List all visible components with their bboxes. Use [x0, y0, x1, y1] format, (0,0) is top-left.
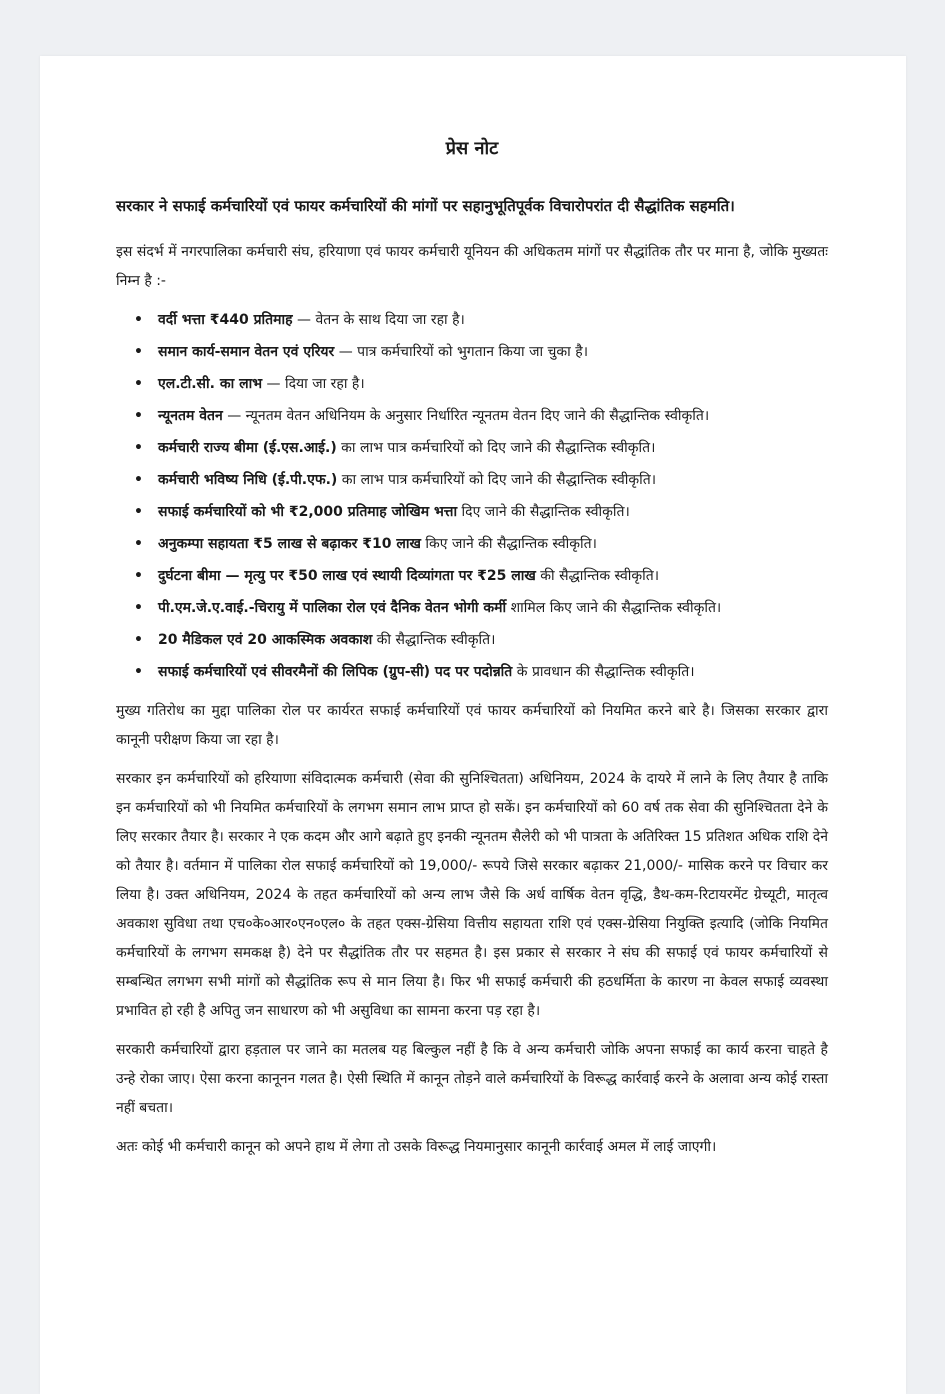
list-item — [134, 594, 828, 623]
point-bold: दुर्घटना बीमा — मृत्यु पर ₹50 लाख एवं स्थायी दिव्यांगता पर ₹25 लाख — [158, 568, 536, 584]
bullet-icon: • — [134, 312, 143, 328]
point-text: का लाभ पात्र कर्मचारियों को दिए जाने की सैद्धान्तिक स्वीकृति। — [337, 472, 657, 488]
point-text: — न्यूनतम वेतन अधिनियम के अनुसार निर्धारित न्यूनतम वेतन दिए जाने की सैद्धान्तिक स्वीकृति। — [222, 408, 710, 424]
point-text: दिए जाने की सैद्धान्तिक स्वीकृति। — [457, 504, 630, 520]
point-bold: एल.टी.सी. का लाभ — [158, 376, 263, 392]
list-item — [134, 626, 828, 655]
bullet-icon: • — [134, 408, 143, 424]
list-item — [134, 530, 828, 559]
point-bold: न्यूनतम वेतन — [158, 408, 223, 424]
point-bold: सफाई कर्मचारियों को भी ₹2,000 प्रतिमाह जोखिम भत्ता — [158, 504, 458, 520]
list-item — [134, 498, 828, 527]
list-item — [134, 370, 828, 399]
page-title: प्रेस नोट — [445, 138, 499, 159]
point-text: — दिया जा रहा है। — [262, 376, 365, 392]
intro-paragraph: इस संदर्भ में नगरपालिका कर्मचारी संघ, हरियाणा एवं फायर कर्मचारी यूनियन की अधिकतम मांगों पर सैद्धांतिक तौर पर माना है, जोकि मुख्यतः निम्न है :- — [116, 244, 829, 289]
bullet-icon: • — [134, 632, 143, 648]
point-text: — पात्र कर्मचारियों को भुगतान किया जा चुका है। — [334, 344, 589, 360]
body-paragraph: अतः कोई भी कर्मचारी कानून को अपने हाथ में लेगा तो उसके विरूद्ध नियमानुसार कानूनी कार्रवाई अमल में लाई जाएगी। — [116, 1139, 717, 1155]
list-item — [134, 658, 828, 687]
document-content — [116, 134, 828, 1172]
point-bold: कर्मचारी राज्य बीमा (ई.एस.आई.) — [158, 440, 337, 456]
list-item — [134, 466, 828, 495]
bullet-icon: • — [134, 440, 143, 456]
point-text: के प्रावधान की सैद्धान्तिक स्वीकृति। — [512, 664, 695, 680]
point-bold: समान कार्य-समान वेतन एवं एरियर — [158, 344, 335, 360]
document-page — [40, 56, 906, 1394]
list-item — [134, 306, 828, 335]
point-bold: सफाई कर्मचारियों एवं सीवरमैनों की लिपिक (ग्रुप-सी) पद पर पदोन्नति — [158, 664, 513, 680]
point-bold: कर्मचारी भविष्य निधि (ई.पी.एफ.) — [158, 472, 338, 488]
point-text: किए जाने की सैद्धान्तिक स्वीकृति। — [420, 536, 597, 552]
bullet-icon: • — [134, 344, 143, 360]
list-item — [134, 562, 828, 591]
bullet-icon: • — [134, 536, 143, 552]
body-paragraph: सरकारी कर्मचारियों द्वारा हड़ताल पर जाने का मतलब यह बिल्कुल नहीं है कि वे अन्य कर्मचारी जोकि अपना सफाई का कार्य करना चाहते है उन्हे रोका जाए। ऐसा करना कानूनन गलत है। ऐसी स्थिति में कानून तोड़ने वाले कर्मचारियों के विरूद्ध कार्रवाई करने के अलावा अन्य कोई रास्ता नहीं बचता। — [116, 1042, 828, 1116]
point-bold: वर्दी भत्ता ₹440 प्रतिमाह — [158, 312, 293, 328]
bullet-icon: • — [134, 376, 143, 392]
point-text: शामिल किए जाने की सैद्धान्तिक स्वीकृति। — [506, 600, 722, 616]
point-text: की सैद्धान्तिक स्वीकृति। — [372, 632, 496, 648]
point-text: का लाभ पात्र कर्मचारियों को दिए जाने की सैद्धान्तिक स्वीकृति। — [336, 440, 656, 456]
point-bold: अनुकम्पा सहायता ₹5 लाख से बढ़ाकर ₹10 लाख — [158, 536, 421, 552]
bullet-icon: • — [134, 504, 143, 520]
points-list — [116, 306, 828, 687]
bullet-icon: • — [134, 568, 143, 584]
body-paragraph: मुख्य गतिरोध का मुद्दा पालिका रोल पर कार्यरत सफाई कर्मचारियों एवं फायर कर्मचारियों को नियमित करने बारे है। जिसका सरकार द्वारा कानूनी परीक्षण किया जा रहा है। — [116, 703, 828, 748]
headline: सरकार ने सफाई कर्मचारियों एवं फायर कर्मचारियों की मांगों पर सहानुभूतिपूर्वक विचारोपरांत दी सैद्धांतिक सहमति। — [116, 197, 735, 215]
bullet-icon: • — [134, 472, 143, 488]
point-bold: 20 मैडिकल एवं 20 आकस्मिक अवकाश — [158, 632, 373, 648]
point-text: — वेतन के साथ दिया जा रहा है। — [292, 312, 465, 328]
list-item — [134, 402, 828, 431]
point-bold: पी.एम.जे.ए.वाई.-चिरायु में पालिका रोल एवं दैनिक वेतन भोगी कर्मी — [158, 600, 507, 616]
point-text: की सैद्धान्तिक स्वीकृति। — [535, 568, 660, 584]
bullet-icon: • — [134, 600, 143, 616]
bullet-icon: • — [134, 664, 143, 680]
list-item — [134, 338, 828, 367]
body-paragraph: सरकार इन कर्मचारियों को हरियाणा संविदात्मक कर्मचारी (सेवा की सुनिश्चितता) अधिनियम, 2024 के दायरे में लाने के लिए तैयार है ताकि इन कर्मचारियों को भी नियमित कर्मचारियों के लगभग समान लाभ प्राप्त हो सकें। इन कर्मचारियों को 60 वर्ष तक सेवा की सुनिश्चितता देने के लिए सरकार तैयार है। सरकार ने एक कदम और आगे बढ़ाते हुए इनकी न्यूनतम सैलेरी को भी पात्रता के अतिरिक्त 15 प्रतिशत अधिक राशि देने को तैयार है। वर्तमान में पालिका रोल सफाई कर्मचारियों को 19,000/- रूपये जिसे सरकार बढ़ाकर 21,000/- मासिक करने पर विचार कर लिया है। उक्त अधिनियम, 2024 के तहत कर्मचारियों को अन्य लाभ जैसे कि अर्ध वार्षिक वेतन वृद्धि, डैथ-कम-रिटायरमेंट ग्रेच्यूटी, मातृत्व अवकाश सुविधा तथा एच०के०आर०एन०एल० के तहत एक्स-ग्रेसिया वित्तीय सहायता राशि एवं एक्स-ग्रेसिया नियुक्ति इत्यादि (जोकि नियमित कर्मचारियों के लगभग समकक्ष है) देने पर सैद्धांतिक तौर पर सहमत है। इस प्रकार से सरकार ने संघ की सफाई एवं फायर कर्मचारियों से सम्बन्धित लगभग सभी मांगों को सैद्धांतिक रूप से मान लिया है। फिर भी सफाई कर्मचारी की हठधर्मिता के कारण ना केवल सफाई व्यवस्था प्रभावित हो रही है अपितु जन साधारण को भी असुविधा का सामना करना पड़ रहा है। — [116, 771, 828, 1019]
list-item — [134, 434, 828, 463]
